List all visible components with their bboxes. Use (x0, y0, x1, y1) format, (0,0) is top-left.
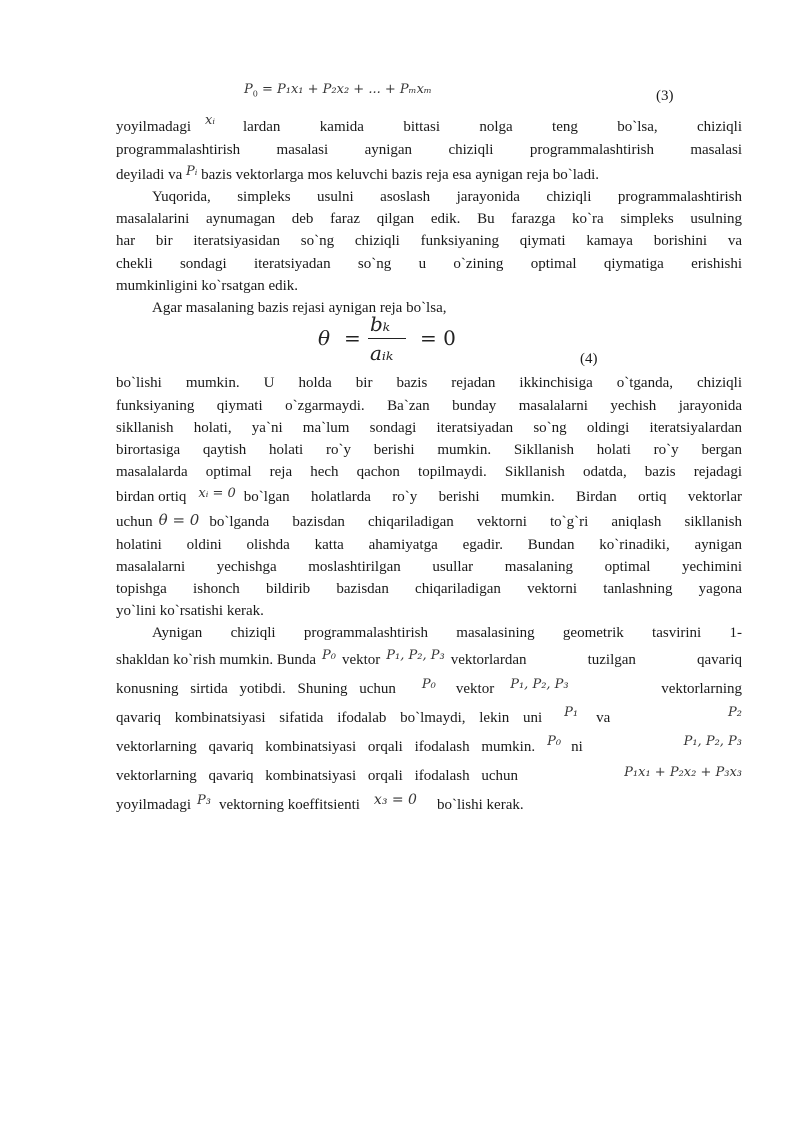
text: va (596, 710, 611, 726)
para5-line3 (116, 677, 742, 699)
theta-symbol: θ (318, 326, 331, 350)
text: qavariq kombinatsiyasi sifatida ifodalab bo`lmaydi, lekin uni (116, 710, 543, 726)
para2-line2: masalalarini aynumagan deb faraz qilgan edik. Bu farazga ko`ra simpleks usulning (116, 211, 742, 227)
eq3-lhs: P (244, 82, 253, 97)
para4-line1: bo`lishi mumkin. U holda bir bazis rejadan ikkinchisiga o`tganda, chiziqli (116, 375, 742, 391)
para4-line4: birortasiga qaytish holati ro`y berishi mumkin. Sikllanish holati ro`y bergan (116, 442, 742, 458)
para2-line3: har bir iteratsiyasidan so`ng chiziqli funksiyaning qiymati kamaya borishini va (116, 233, 742, 249)
text: birdan ortiq (116, 489, 187, 505)
p0-symbol: P₀ (547, 734, 562, 749)
x3-equals-zero: x₃ = 0 (373, 792, 417, 808)
para3-line: Agar masalaning bazis rejasi aynigan reja bo`lsa, (152, 300, 447, 316)
xi-symbol: xᵢ (205, 113, 215, 128)
text: konusning sirtida yotibdi. Shuning uchun (116, 681, 396, 697)
text: lardan kamida bittasi nolga teng bo`lsa, chiziqli (242, 119, 742, 135)
text: vektorning koeffitsienti (218, 797, 360, 813)
para5-line6 (116, 767, 742, 786)
para1-line2: programmalashtirish masalasi aynigan chiziqli programmalashtirish masalasi (116, 142, 742, 158)
para4-line8: holatini oldini olishda katta ahamiyatga egadir. Bundan ko`rinadiki, aynigan (116, 537, 742, 553)
fraction-bar (368, 338, 406, 339)
para4-line5: masalalarda optimal reja hech qachon topilmaydi. Sikllanish odatda, bazis rejadagi (116, 464, 742, 480)
para5-line7 (116, 792, 742, 815)
text: deyiladi va (116, 167, 183, 183)
para4-line3: sikllanish holati, ya`ni ma`lum sondagi iteratsiyadan so`ng oldingi iteratsiyalardan (116, 420, 742, 436)
text: vektorlarning (661, 681, 742, 697)
text: vektorlardan tuzilgan qavariq (450, 652, 742, 668)
para4-line6 (116, 488, 742, 506)
para4-line2: funksiyaning qiymati o`zgarmaydi. Ba`zan bunday masalalarni yechish jarayonida (116, 398, 742, 414)
text: bazis vektorlarga mos keluvchi bazis reja esa aynigan reja bo`ladi. (201, 167, 600, 183)
text: yoyilmadagi (116, 797, 191, 813)
para1-line1 (116, 113, 742, 136)
theta-equals-zero: θ = 0 (158, 511, 200, 529)
text: shakldan ko`rish mumkin. Bunda (116, 652, 316, 668)
equation-3-number: (3) (656, 88, 674, 104)
para5-line1: Aynigan chiziqli programmalashtirish masalasining geometrik tasvirini 1- (152, 625, 742, 641)
para5-line4 (116, 705, 742, 728)
p0-symbol: P₀ (321, 648, 336, 663)
text: vektor (341, 652, 381, 668)
text: vektorlarning qavariq kombinatsiyasi orqali ifodalash mumkin. (116, 739, 536, 755)
eq4-equals: = (344, 326, 361, 350)
para2-line1: Yuqorida, simpleks usulni asoslash jarayonida chiziqli programmalashtirish (152, 189, 742, 205)
pi-symbol: Pᵢ (185, 164, 198, 179)
p123-symbols: P₁, P₂, P₃ (510, 677, 569, 692)
text: bo`lgan holatlarda ro`y berishi mumkin. Birdan ortiq vektorlar (243, 489, 742, 505)
equation-3 (244, 82, 432, 99)
para2-line5: mumkinligini ko`rsatgan edik. (116, 278, 299, 294)
para2-line4: chekli sondagi iteratsiyadan so`ng u o`zining optimal qiymatiga erishishi (116, 256, 742, 272)
p3-symbol: P₃ (197, 793, 211, 808)
text: yoyilmadagi (116, 119, 191, 135)
p1-symbol: P₁ (564, 705, 579, 720)
para4-line10: topishga ishonch bildirib bazisdan chiqariladigan vektorni tanlashning yagona (116, 581, 742, 597)
eq3-lhs-sub: 0 (252, 89, 258, 99)
para4-line7 (116, 513, 742, 531)
para4-line9: masalalarni yechishga moslashtirilgan usullar masalaning optimal yechimini (116, 559, 742, 575)
p0-symbol: P₀ (421, 677, 436, 692)
para5-line5 (116, 734, 742, 757)
text: vektor (455, 681, 495, 697)
para5-line2 (116, 648, 742, 670)
text: uchun (116, 514, 153, 530)
text: bo`lganda bazisdan chiqariladigan vektorni to`g`ri aniqlash sikllanish (209, 514, 742, 530)
text: bo`lishi kerak. (436, 797, 524, 813)
xi-equals-zero: xᵢ = 0 (198, 486, 236, 501)
p2-symbol: P₂ (728, 705, 742, 720)
para1-line3 (116, 166, 742, 185)
eq4-rhs: = 0 (420, 326, 456, 350)
combination-expression: P₁x₁ + P₂x₂ + P₃x₃ (624, 765, 742, 780)
equation-4-number: (4) (580, 351, 598, 367)
eq3-rhs: = P₁x₁ + P₂x₂ + ... + Pₘxₘ (261, 82, 432, 97)
eq4-numerator: bₖ (370, 312, 391, 336)
para4-line11: yo`lini ko`rsatishi kerak. (116, 603, 264, 619)
text: vektorlarning qavariq kombinatsiyasi orqali ifodalash uchun (116, 768, 518, 784)
p123-symbols: P₁, P₂, P₃ (386, 648, 445, 663)
eq4-denominator: aᵢₖ (370, 341, 394, 365)
text: ni (571, 739, 583, 755)
p123-symbols: P₁, P₂, P₃ (683, 734, 742, 749)
